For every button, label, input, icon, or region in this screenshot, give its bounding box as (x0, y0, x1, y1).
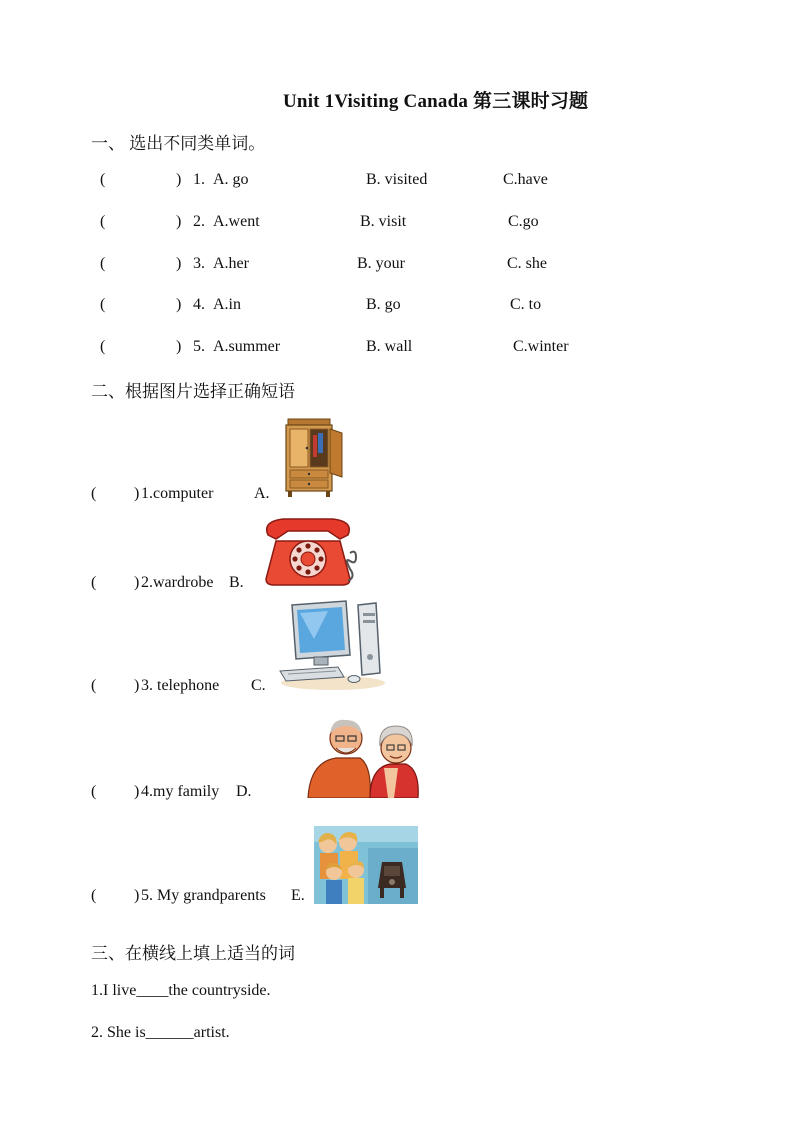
paren-open: ( (100, 255, 106, 272)
question-number: 5. (193, 338, 205, 355)
paren-close: ) (134, 485, 140, 502)
option-c: C.go (508, 213, 539, 230)
paren-open: ( (100, 296, 106, 313)
item-label: 4.my family (141, 783, 220, 800)
paren-open: ( (91, 887, 97, 904)
paren-close: ) (176, 213, 182, 230)
paren-close: ) (176, 255, 182, 272)
option-b: B. your (357, 255, 405, 272)
paren-open: ( (91, 574, 97, 591)
telephone-illustration (254, 513, 362, 589)
question-number: 3. (193, 255, 205, 272)
option-letter: C. (251, 677, 266, 694)
item-label: 1.computer (141, 485, 214, 502)
line-text-after: artist. (193, 1024, 230, 1041)
line-text-before: 2. She is (91, 1024, 146, 1041)
fill-line-2 (91, 1024, 230, 1042)
option-c: C.winter (513, 338, 569, 355)
paren-close: ) (176, 171, 182, 188)
option-a: A.her (213, 255, 249, 272)
line-text-after: the countryside. (168, 982, 271, 999)
paren-open: ( (91, 783, 97, 800)
answer-blank[interactable]: ____ (136, 982, 169, 999)
family-illustration (314, 826, 418, 904)
section1-heading: 一、 选出不同类单词。 (91, 134, 266, 153)
line-text-before: 1.I live (91, 982, 137, 999)
answer-blank[interactable]: ______ (145, 1024, 194, 1041)
computer-illustration (278, 599, 388, 691)
option-c: C.have (503, 171, 548, 188)
option-c: C. she (507, 255, 547, 272)
question-number: 1. (193, 171, 205, 188)
paren-close: ) (134, 574, 140, 591)
paren-close: ) (176, 296, 182, 313)
fill-line-1 (91, 982, 271, 1000)
item-label: 2.wardrobe (141, 574, 214, 591)
paren-close: ) (134, 887, 140, 904)
page-title: Unit 1Visiting Canada 第三课时习题 (283, 91, 589, 112)
option-a: A.in (213, 296, 241, 313)
grandparents-illustration (302, 712, 420, 798)
option-letter: D. (236, 783, 252, 800)
option-letter: A. (254, 485, 270, 502)
question-number: 4. (193, 296, 205, 313)
option-letter: B. (229, 574, 244, 591)
option-c: C. to (510, 296, 542, 313)
paren-close: ) (176, 338, 182, 355)
option-b: B. visit (360, 213, 407, 230)
paren-open: ( (100, 338, 106, 355)
paren-open: ( (91, 485, 97, 502)
option-a: A.went (213, 213, 260, 230)
item-label: 3. telephone (141, 677, 220, 694)
option-b: B. wall (366, 338, 413, 355)
wardrobe-illustration (278, 415, 348, 501)
section2-heading: 二、根据图片选择正确短语 (91, 382, 295, 401)
paren-open: ( (91, 677, 97, 694)
paren-open: ( (100, 171, 106, 188)
section3-heading: 三、在横线上填上适当的词 (91, 944, 295, 963)
option-b: B. visited (366, 171, 428, 188)
paren-close: ) (134, 783, 140, 800)
option-letter: E. (291, 887, 305, 904)
option-a: A.summer (213, 338, 281, 355)
item-label: 5. My grandparents (141, 887, 266, 904)
paren-open: ( (100, 213, 106, 230)
option-a: A. go (213, 171, 249, 188)
option-b: B. go (366, 296, 401, 313)
paren-close: ) (134, 677, 140, 694)
question-number: 2. (193, 213, 205, 230)
